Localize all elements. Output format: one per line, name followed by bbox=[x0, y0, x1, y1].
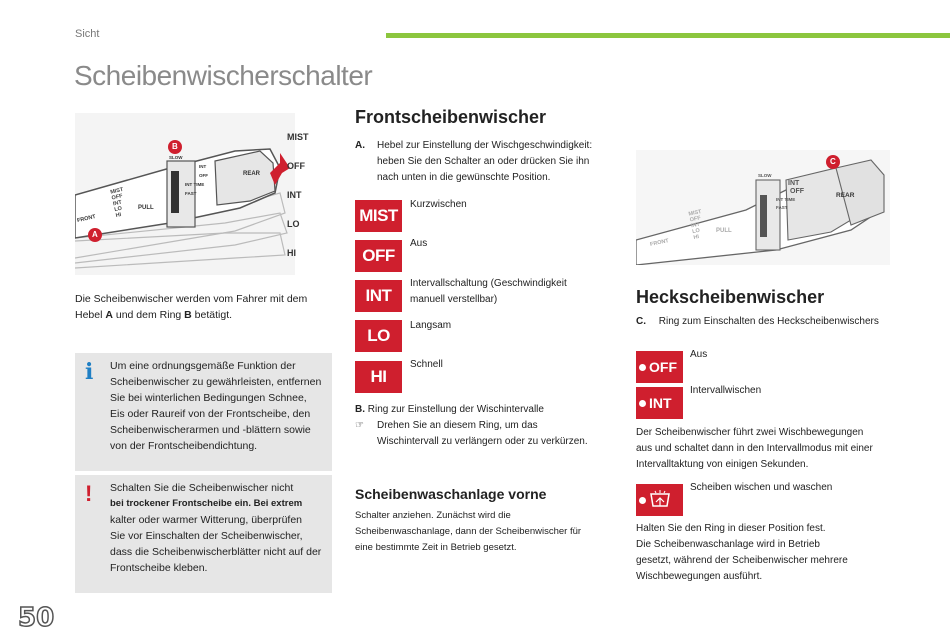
rear-ring-labels bbox=[758, 172, 804, 212]
intro-line-1: Die Scheibenwischer werden vom Fahrer mit dem bbox=[75, 293, 308, 305]
section-accent-bar bbox=[386, 33, 950, 38]
ring-c-description: C. Ring zum Einschalten des Heckscheibenwischers bbox=[636, 316, 879, 327]
intro-text bbox=[75, 291, 345, 323]
hand-pointer-icon: ☞ bbox=[355, 420, 364, 431]
front-wiper-stalk-illustration bbox=[75, 113, 309, 275]
rear-ring-label-int: INT bbox=[788, 180, 800, 187]
rear-ring-label-slow: SLOW bbox=[758, 173, 772, 178]
rear-wiper-heading: Heckscheibenwischer bbox=[636, 287, 825, 307]
stalk-label-int: INT bbox=[287, 190, 302, 200]
rear-mode-int-label: Intervallwischen bbox=[690, 385, 762, 396]
ring-b-description: B. Ring zur Einstellung der Wischintervalle ☞ Drehen Sie an diesem Ring, um das Wischintervall zu verlängern oder zu verkürzen. bbox=[355, 404, 588, 447]
ring-dot-icon bbox=[639, 400, 646, 407]
stalk-label-off: OFF bbox=[287, 161, 305, 171]
ring-label-off: OFF bbox=[199, 173, 208, 178]
badge-lo: LO bbox=[355, 320, 402, 352]
rear-interval-description: Der Scheibenwischer führt zwei Wischbewegungen aus und schaltet dann in den Intervallmodus mit einer Intervalltaktung von einigen Sekunden. bbox=[636, 427, 873, 470]
stalk-position-labels bbox=[287, 123, 309, 268]
mode-int-label: Intervallschaltung (Geschwindigkeit manuell verstellbar) bbox=[410, 278, 567, 305]
info-icon: i bbox=[85, 359, 94, 385]
mode-mist-label: Kurzwischen bbox=[410, 199, 467, 210]
stalk-label-mist: MIST bbox=[287, 132, 309, 142]
rear-knob-labels: MIST OFF INT LO HI bbox=[688, 208, 703, 242]
rear-wash-label: Scheiben wischen und waschen bbox=[690, 482, 833, 493]
badge-hi: HI bbox=[355, 361, 402, 393]
ring-label-pull: PULL bbox=[138, 205, 154, 211]
ring-labels bbox=[169, 153, 208, 198]
rear-ring-label-off: OFF bbox=[790, 188, 804, 195]
knob-label-hi: HI bbox=[115, 212, 122, 220]
warning-icon: ! bbox=[85, 481, 93, 506]
ring-dot-icon bbox=[639, 364, 646, 371]
rear-wash-description: Halten Sie den Ring in dieser Position fest. Die Scheibenwaschanlage wird in Betrieb gesetzt, während der Scheibenwischer mehrere Wischbewegungen ausführt. bbox=[636, 523, 848, 582]
badge-mist: MIST bbox=[355, 200, 402, 232]
ring-label-rear: REAR bbox=[243, 171, 261, 177]
rear-wiper-ring-illustration bbox=[636, 150, 890, 265]
lever-a-description: A. Hebel zur Einstellung der Wischgeschwindigkeit: heben Sie den Schalter an oder drücken Sie ihn nach unten in die gewünschte Position. bbox=[355, 140, 593, 183]
rear-ring-label-pull: PULL bbox=[716, 228, 732, 234]
ring-label-fast: FAST bbox=[185, 191, 197, 196]
ring-label-int: INT bbox=[199, 164, 207, 169]
warning-text: Schalten Sie die Scheibenwischer nicht bei trockener Frontscheibe ein. Bei extrem kalter oder warmer Witterung, überprüfen Sie vor Einschalten der Scheibenwischer, dass die Scheibenwischerblätter nicht auf der Frontscheibe kleben. bbox=[110, 482, 322, 574]
front-washer-heading: Scheibenwaschanlage vorne bbox=[355, 486, 547, 502]
ring-label-slow: SLOW bbox=[169, 155, 183, 160]
knob-label-off: OFF bbox=[111, 193, 124, 202]
rear-washer-icon bbox=[649, 490, 671, 510]
badge-rear-int: INT bbox=[636, 387, 683, 419]
front-wiper-heading: Frontscheibenwischer bbox=[355, 107, 547, 127]
warning-note bbox=[75, 475, 332, 593]
ring-ref-b: B bbox=[184, 309, 192, 321]
intro-line-2: Hebel A und dem Ring B betätigt. bbox=[75, 309, 233, 321]
knob-label-lo: LO bbox=[113, 205, 123, 214]
ring-label-front: FRONT bbox=[76, 213, 97, 225]
info-note bbox=[75, 353, 332, 471]
rear-ring-label-fast: FAST bbox=[776, 205, 788, 210]
badge-rear-wash bbox=[636, 484, 683, 516]
stalk-label-lo: LO bbox=[287, 219, 300, 229]
rear-ring-label-rear: REAR bbox=[836, 192, 855, 199]
lever-ref-a: A bbox=[105, 309, 113, 321]
ring-label-int-time: INT TIME bbox=[185, 182, 205, 187]
marker-a: A bbox=[92, 230, 98, 239]
info-text: Um eine ordnungsgemäße Funktion der Scheibenwischer zu gewährleisten, entfernen Sie bei winterlichen Bedingungen Schnee, Eis oder Raureif von der Frontscheibe, den Scheibenwischerarmen und -blättern sowie von der Frontscheibendichtung. bbox=[110, 360, 322, 452]
rear-ring-label-int-time: INT TIME bbox=[776, 197, 796, 202]
ring-dot-icon bbox=[639, 497, 646, 504]
mode-lo-label: Langsam bbox=[410, 320, 452, 331]
front-washer-text: Schalter anziehen. Zunächst wird die Scheibenwaschanlage, dann der Scheibenwischer für eine bestimmte Zeit in Betrieb gesetzt. bbox=[355, 510, 582, 553]
badge-rear-off: OFF bbox=[636, 351, 683, 383]
marker-c: C bbox=[830, 157, 836, 166]
stalk-label-hi: HI bbox=[287, 248, 296, 258]
page-number: 50 bbox=[18, 603, 55, 633]
knob-label-mist: MIST bbox=[109, 186, 124, 196]
knob-label-int: INT bbox=[112, 199, 123, 208]
badge-int: INT bbox=[355, 280, 402, 312]
page-title: Scheibenwischerschalter bbox=[74, 60, 373, 91]
mode-hi-label: Schnell bbox=[410, 359, 443, 370]
mode-off-label: Aus bbox=[410, 238, 428, 249]
marker-b: B bbox=[172, 142, 178, 151]
rear-ring-label-front: FRONT bbox=[649, 238, 670, 248]
rear-mode-off-label: Aus bbox=[690, 349, 708, 360]
badge-off: OFF bbox=[355, 240, 402, 272]
section-label: Sicht bbox=[75, 28, 100, 40]
